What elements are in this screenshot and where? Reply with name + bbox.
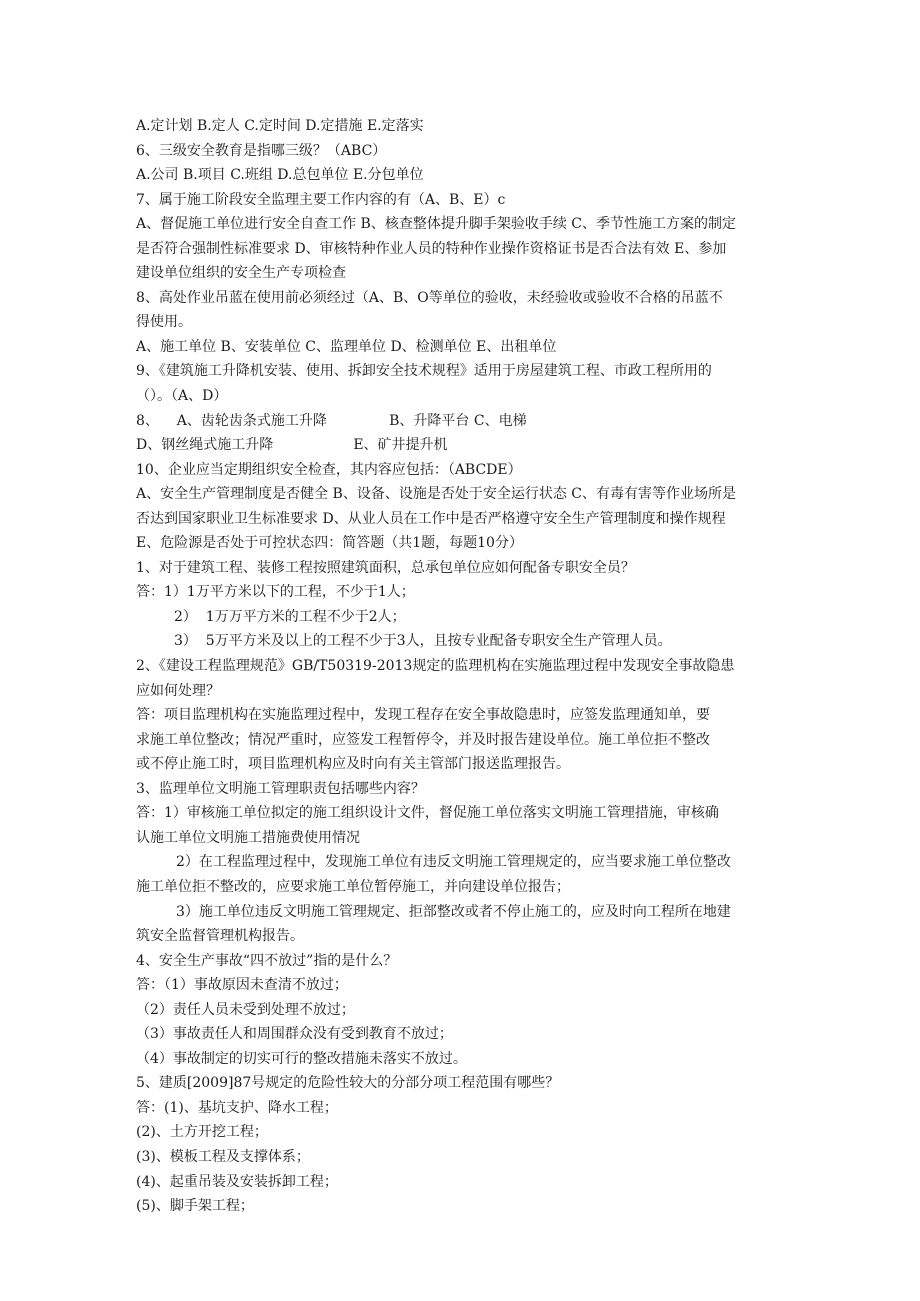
question-7: 7、属于施工阶段安全监理主要工作内容的有（A、B、E）c [136,191,506,208]
text-line: 否达到国家职业卫生标准要求 D、从业人员在工作中是否严格遵守安全生产管理制度和操作规程 [136,510,726,527]
text-line: A.定计划 B.定人 C.定时间 D.定措施 E.定落实 [136,118,424,134]
text-line: A.公司 B.项目 C.班组 D.总包单位 E.分包单位 [136,167,424,184]
text-line: E、危险源是否处于可控状态四：简答题（共1题，每题10分） [136,535,523,552]
question-8: 8、高处作业吊蓝在使用前必须经过（A、B、O等单位的验收，未经验收或验收不合格的吊蓝不 [136,289,723,306]
text-line: （4）事故制定的切实可行的整改措施未落实不放过。 [136,1050,467,1067]
text-line: 3） 5万平方米及以上的工程不少于3人，且按专业配备专职安全生产管理人员。 [174,633,672,650]
text-line: 应如何处理？ [136,682,220,699]
text-line: 认施工单位文明施工措施费使用情况 [136,829,360,846]
text-line: 得使用。 [136,314,192,331]
text-line: 或不停止施工时，项目监理机构应及时向有关主管部门报送监理报告。 [136,756,570,773]
text-line: 筑安全监督管理机构报告。 [136,928,304,945]
text-line: 求施工单位整改；情况严重时，应签发工程暂停令，并及时报告建设单位。施工单位拒不整改 [136,731,710,748]
text-line: A、施工单位 B、安装单位 C、监理单位 D、检测单位 E、出租单位 [136,338,557,355]
text-line: 是否符合强制性标准要求 D、审核特种作业人员的特种作业操作资格证书是否合法有效 E、参加 [136,240,727,257]
text-line: (5)、脚手架工程； [136,1198,254,1215]
text-line: (2)、土方开挖工程； [136,1124,268,1141]
short-answer-1: 1、对于建筑工程、装修工程按照建筑面积，总承包单位应如何配备专职安全员？ [136,559,635,576]
question-6: 6、三级安全教育是指哪三级？（ABC） [136,142,387,159]
short-answer-5: 5、建质[2009]87号规定的危险性较大的分部分项工程范围有哪些？ [136,1075,560,1092]
text-line: (3)、模板工程及支撑体系； [136,1148,310,1165]
text-line: （3）事故责任人和周围群众没有受到教育不放过； [136,1026,453,1043]
text-line: 3）施工单位违反文明施工管理规定、拒部整改或者不停止施工的，应及时向工程所在地建 [176,903,731,920]
text-line: （2）责任人员未受到处理不放过； [136,1001,355,1018]
text-line: (4)、起重吊装及安装拆卸工程； [136,1173,338,1190]
short-answer-2: 2、《建设工程监理规范》GB/T50319-2013规定的监理机构在实施监理过程中发现安全事故隐患 [136,658,735,675]
text-line: 2）在工程监理过程中，发现施工单位有违反文明施工管理规定的，应当要求施工单位整改 [176,854,731,871]
text-line: A、督促施工单位进行安全自查工作 B、核查整体提升脚手架验收手续 C、季节性施工方案的制定 [136,216,737,233]
text-line: （）。（A、D） [136,388,228,405]
text-line: 答：1）审核施工单位拟定的施工组织设计文件，督促施工单位落实文明施工管理措施，审核确 [136,805,719,822]
text-line: A、安全生产管理制度是否健全 B、设备、设施是否处于安全运行状态 C、有毒有害等作业场所是 [136,486,737,503]
question-9: 9、《建筑施工升降机安装、使用、拆卸安全技术规程》适用于房屋建筑工程、市政工程所用的 [136,363,712,380]
text-line: 答：1）1万平方米以下的工程，不少于1人； [136,584,415,601]
document-page [136,114,786,1219]
text-line: 施工单位拒不整改的，应要求施工单位暂停施工，并向建设单位报告； [136,878,570,895]
text-line: 答：(1)、基坑支护、降水工程； [136,1099,338,1116]
text-line: 2） 1万万平方米的工程不少于2人； [174,608,406,625]
short-answer-4: 4、安全生产事故“四不放过”指的是什么？ [136,952,398,969]
text-line: 建设单位组织的安全生产专项检查 [136,265,346,282]
text-line: 答：项目监理机构在实施监理过程中，发现工程存在安全事故隐患时，应签发监理通知单，要 [136,707,710,724]
short-answer-3: 3、监理单位文明施工管理职责包括哪些内容？ [136,780,425,797]
text-line: 答：（1）事故原因未查清不放过； [136,977,348,994]
question-10: 10、企业应当定期组织安全检查，其内容应包括：（ABCDE） [136,461,522,478]
text-line: 8、 A、齿轮齿条式施工升降 B、升降平台 C、电梯 [136,412,527,429]
text-line: D、钢丝绳式施工升降 E、矿井提升机 [136,437,448,454]
